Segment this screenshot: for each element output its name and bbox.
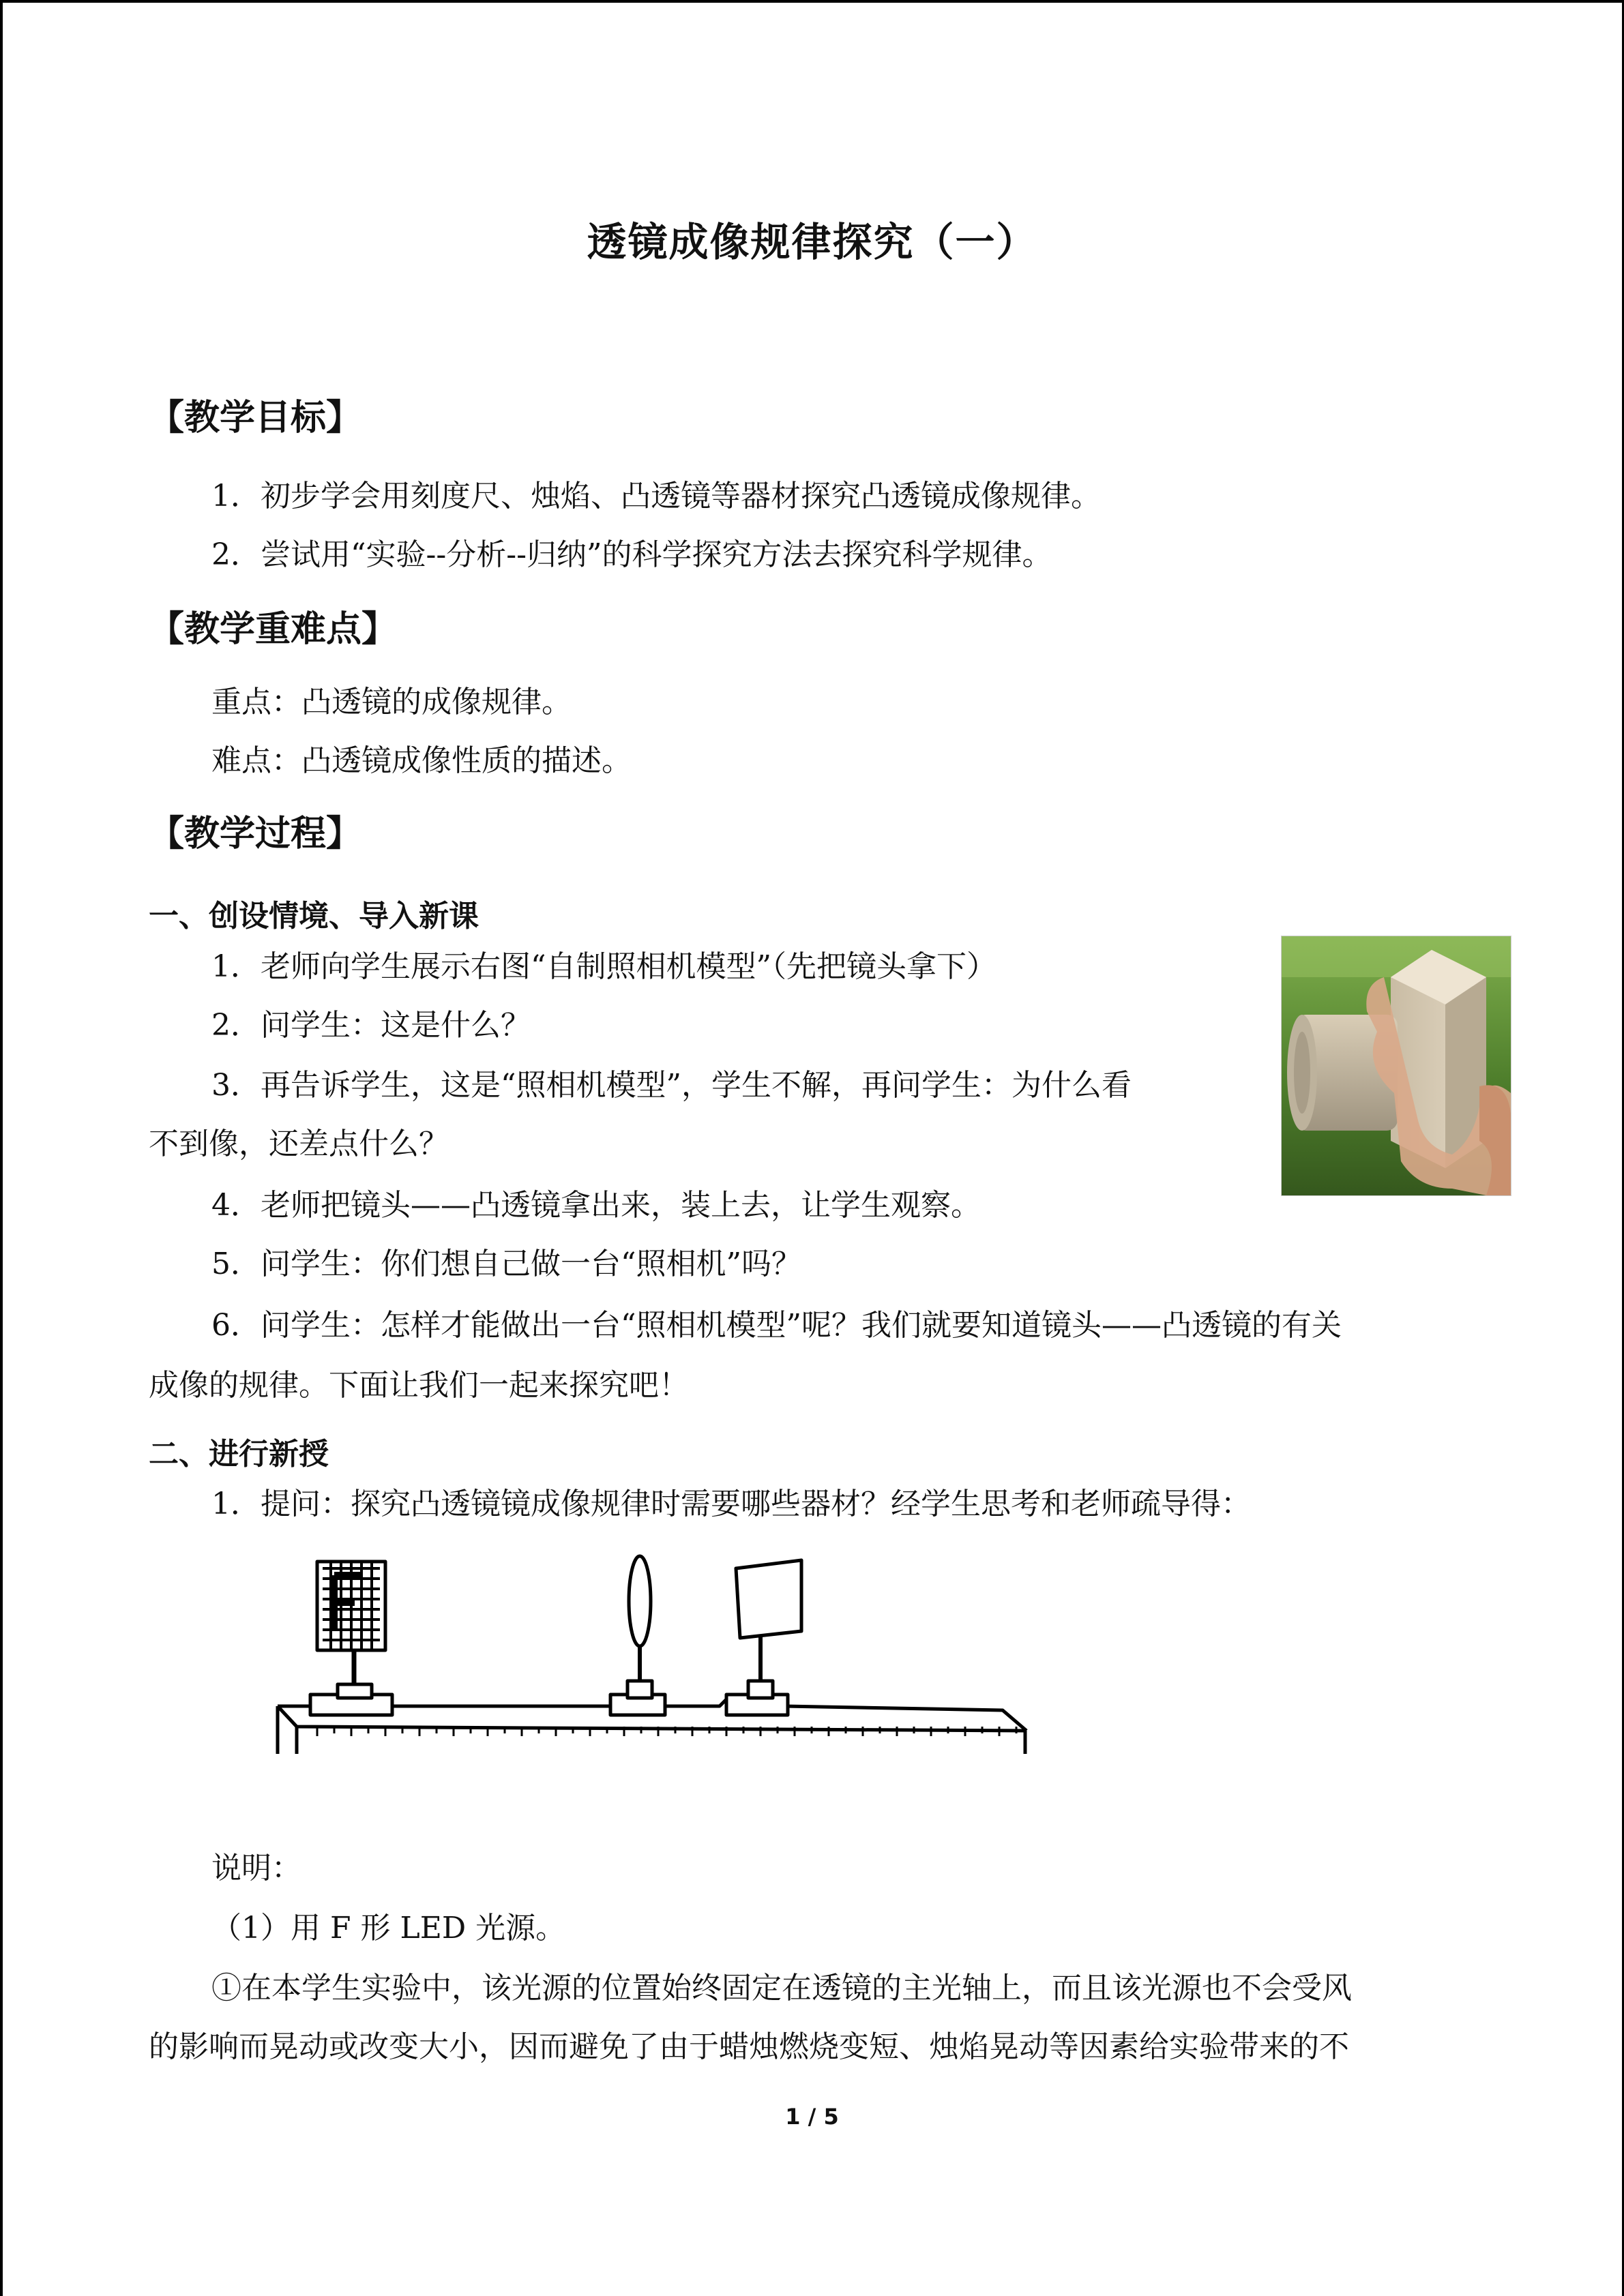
part1-line-5: 5．问学生：你们想自己做一台“照相机”吗？	[211, 1247, 801, 1281]
part1-heading: 一、创设情境、导入新课	[149, 899, 479, 934]
note-label: 说明：	[211, 1851, 301, 1885]
camera-model-photo	[1281, 936, 1511, 1196]
part1-line-3-cont: 不到像，还差点什么？	[149, 1127, 449, 1161]
objective-item-1: 1．初步学会用刻度尺、烛焰、凸透镜等器材探究凸透镜成像规律。	[211, 479, 1101, 513]
optical-bench-diagram	[269, 1548, 1040, 1773]
part1-line-3: 3．再告诉学生，这是“照相机模型”，学生不解，再问学生：为什么看	[211, 1068, 1132, 1103]
process-heading: 【教学过程】	[149, 814, 362, 854]
keypoint-difficulty: 难点：凸透镜成像性质的描述。	[211, 743, 632, 778]
part1-line-6: 6．问学生：怎样才能做出一台“照相机模型”呢？我们就要知道镜头——凸透镜的有关	[211, 1308, 1342, 1343]
objective-item-2: 2．尝试用“实验--分析--归纳”的科学探究方法去探究科学规律。	[211, 537, 1052, 572]
page-title: 透镜成像规律探究（一）	[587, 219, 1037, 265]
keypoints-heading: 【教学重难点】	[149, 609, 398, 650]
objectives-heading: 【教学目标】	[149, 398, 362, 438]
part2-heading: 二、进行新授	[149, 1437, 329, 1472]
part1-line-4: 4．老师把镜头——凸透镜拿出来，装上去，让学生观察。	[211, 1188, 981, 1223]
page-left-border	[0, 0, 3, 2296]
note-item-1: （1）用 F 形 LED 光源。	[211, 1911, 566, 1945]
part1-line-1: 1．老师向学生展示右图“自制照相机模型”（先把镜头拿下）	[211, 949, 996, 984]
page-top-border	[0, 0, 1624, 3]
part1-line-6-cont: 成像的规律。下面让我们一起来探究吧！	[149, 1368, 689, 1403]
keypoint-focus: 重点：凸透镜的成像规律。	[211, 685, 572, 719]
note-item-2-line-1: ①在本学生实验中，该光源的位置始终固定在透镜的主光轴上，而且该光源也不会受风	[211, 1971, 1352, 2006]
note-item-2-line-2: 的影响而晃动或改变大小，因而避免了由于蜡烛燃烧变短、烛焰晃动等因素给实验带来的不	[149, 2029, 1349, 2064]
page-number: 1 / 5	[785, 2104, 839, 2130]
part2-question: 1．提问：探究凸透镜镜成像规律时需要哪些器材？经学生思考和老师疏导得：	[211, 1487, 1251, 1521]
part1-line-2: 2．问学生：这是什么？	[211, 1008, 531, 1043]
